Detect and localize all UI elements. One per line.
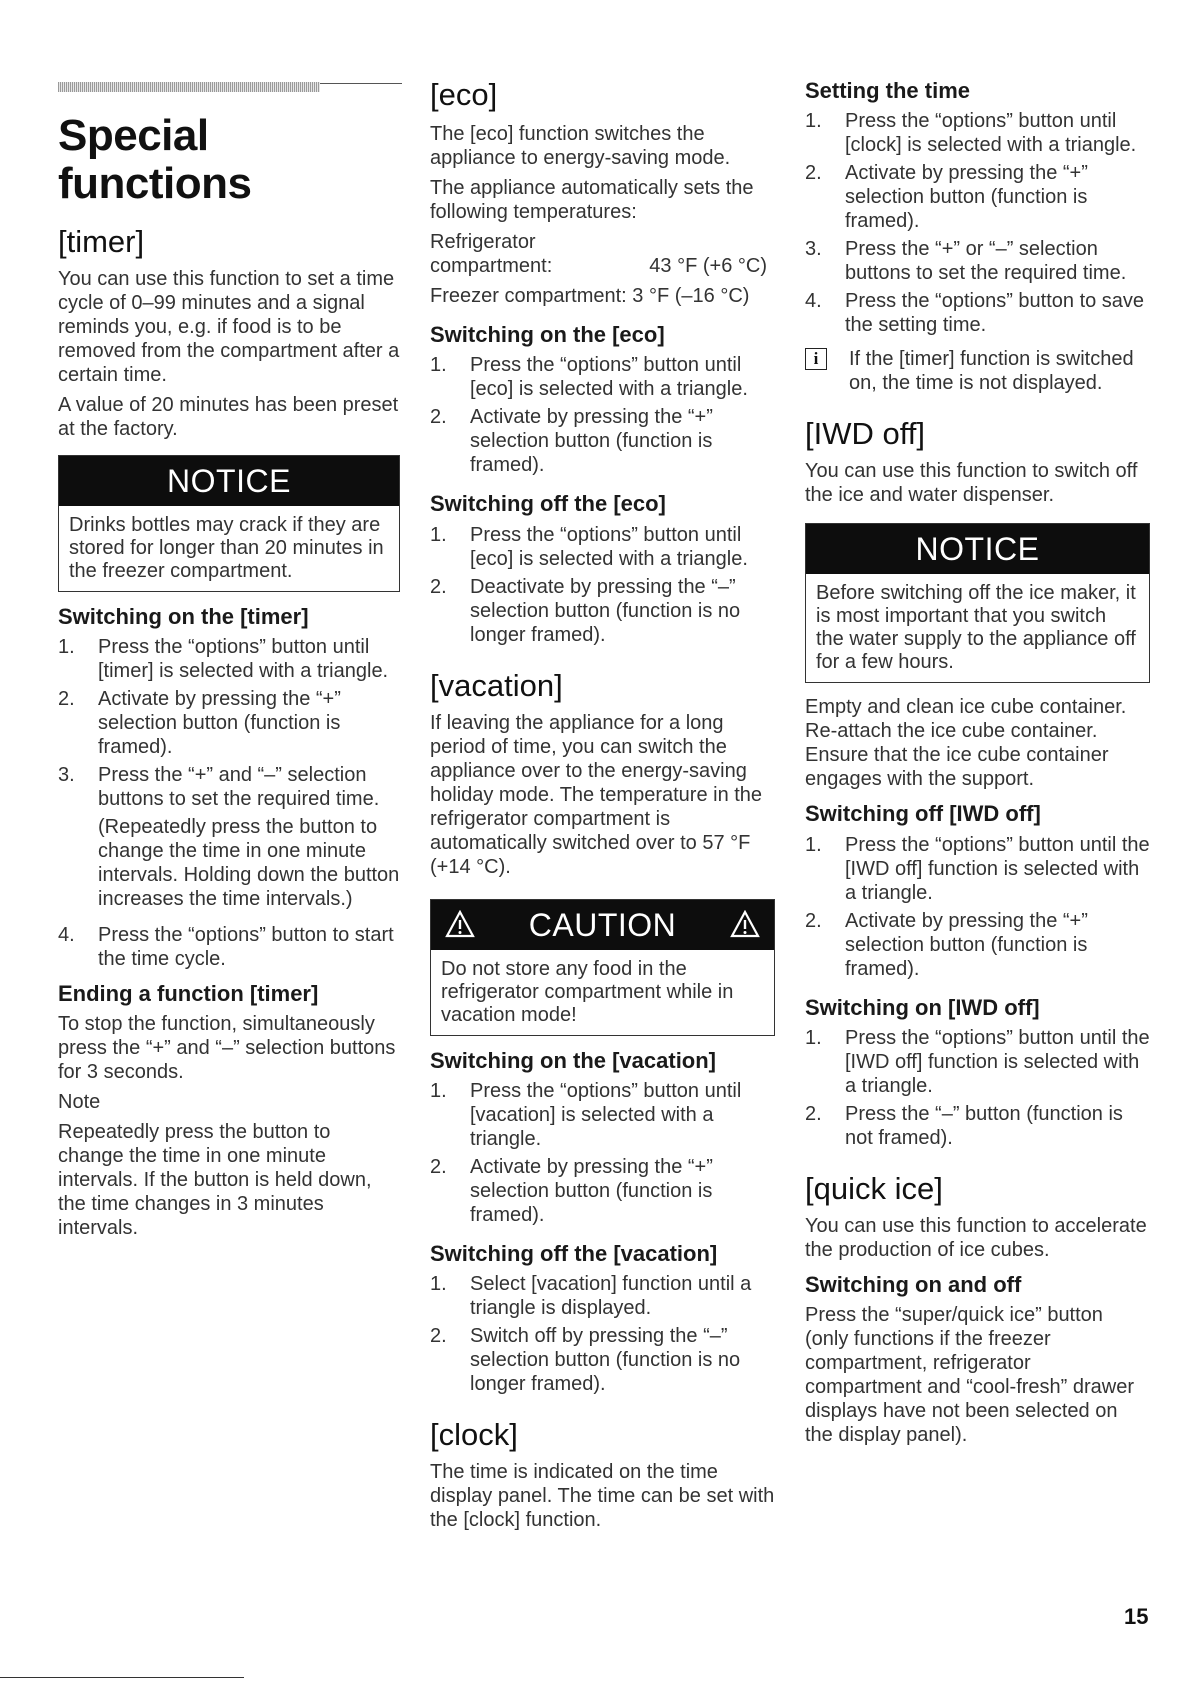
caution-box (430, 899, 775, 1036)
notice-text: Drinks bottles may crack if they are stored for longer than 20 minutes in the freezer compartment. (69, 513, 384, 582)
column-3 (805, 78, 1150, 1453)
header-rule (58, 78, 400, 94)
list-item: 3. Press the “+” and “–” selection buttons to set the required time. (Repeatedly press the button to change the time in one minute intervals. Holding down the button increases the time intervals.) (58, 764, 400, 911)
eco-fridge-row (430, 230, 775, 278)
timer-end-heading: Ending a function [timer] (58, 981, 319, 1007)
vacation-on-heading: Switching on the [vacation] (430, 1047, 717, 1073)
list-item: 3. Press the “+” or “–” selection buttons to set the required time. (805, 238, 1127, 285)
timer-intro: You can use this function to set a time cycle of 0–99 minutes and a signal reminds you, e.g. if food is to be removed from the compartment after a certain time. (58, 267, 400, 386)
list-item: 4. Press the “options” button to start the time cycle. (58, 924, 394, 971)
timer-notice-box (58, 455, 400, 592)
clock-heading: [clock] (430, 1417, 518, 1453)
info-icon: i (805, 348, 827, 370)
setting-time-steps (805, 109, 1150, 337)
step-extra-note: (Repeatedly press the button to change the time in one minute intervals. Holding down the button increases the time intervals.) (98, 816, 400, 911)
list-item: 1. Press the “options” button until [vacation] is selected with a triangle. (430, 1080, 742, 1151)
setting-time-heading: Setting the time (805, 78, 971, 103)
vacation-off-steps (430, 1272, 775, 1396)
iwd-notice-box (805, 523, 1150, 683)
caution-text: Do not store any food in the refrigerator compartment while in vacation mode! (441, 957, 734, 1026)
eco-off-heading: Switching off the [eco] (430, 491, 666, 517)
list-item: 2. Activate by pressing the “+” selection button (function is framed). (805, 909, 1088, 980)
notice-title: NOTICE (59, 456, 399, 506)
clock-intro: The time is indicated on the time display panel. The time can be set with the [clock] function. (430, 1461, 775, 1532)
timer-end-text: To stop the function, simultaneously press the “+” and “–” selection buttons for 3 seconds. (58, 1013, 396, 1084)
list-item: 2. Activate by pressing the “+” selection button (function is framed). (58, 688, 341, 759)
notice-text: Before switching off the ice maker, it is most important that you switch the water supply to the appliance off for a few hours. (816, 582, 1136, 674)
list-item: 1. Press the “options” button until [clock] is selected with a triangle. (805, 110, 1137, 157)
page-title: Special functions (58, 111, 252, 209)
caution-header (431, 900, 774, 950)
list-item: 1. Press the “options” button until the [IWD off] function is selected with a triangle. (805, 833, 1150, 904)
warning-icon (445, 910, 475, 938)
list-item: 4. Press the “options” button to save the setting time. (805, 290, 1145, 337)
quick-ice-heading: [quick ice] (805, 1170, 943, 1206)
column-2 (430, 78, 775, 1538)
caution-title: CAUTION (528, 906, 677, 943)
info-text: If the [timer] function is switched on, the time is not displayed. (849, 348, 1134, 395)
note-text: Repeatedly press the button to change the time in one minute intervals. If the button is held down, the time changes in 3 minutes intervals. (58, 1121, 372, 1240)
eco-heading: [eco] (430, 77, 498, 112)
fridge-label: Refrigerator compartment: (430, 231, 553, 278)
eco-off-steps (430, 523, 775, 647)
list-item: 2. Press the “–” button (function is not framed). (805, 1102, 1123, 1149)
page-number: 15 (1124, 1604, 1149, 1629)
list-item: 1. Press the “options” button until [timer] is selected with a triangle. (58, 636, 389, 683)
quick-ice-onoff-heading: Switching on and off (805, 1272, 1022, 1298)
vacation-on-steps (430, 1079, 775, 1227)
eco-on-steps (430, 353, 775, 477)
freezer-line: Freezer compartment: 3 °F (–16 °C) (430, 285, 750, 308)
timer-preset: A value of 20 minutes has been preset at the factory. (58, 393, 399, 440)
iwd-intro: You can use this function to switch off the ice and water dispenser. (805, 460, 1138, 507)
eco-intro: The [eco] function switches the appliance to energy-saving mode. (430, 123, 731, 170)
list-item: 2. Deactivate by pressing the “–” selection button (function is no longer framed). (430, 575, 741, 646)
iwd-off-steps (805, 833, 1150, 981)
timer-heading: [timer] (58, 223, 145, 259)
quick-ice-intro: You can use this function to accelerate the production of ice cubes. (805, 1215, 1147, 1262)
list-item: 1. Press the “options” button until [eco] is selected with a triangle. (430, 523, 748, 570)
timer-on-heading: Switching on the [timer] (58, 603, 309, 629)
eco-auto: The appliance automatically sets the following temperatures: (430, 177, 754, 224)
eco-on-heading: Switching on the [eco] (430, 322, 665, 348)
list-item: 1. Select [vacation] function until a triangle is displayed. (430, 1273, 752, 1320)
iwd-on-heading: Switching on [IWD off] (805, 994, 1040, 1020)
footer-rule (0, 1677, 244, 1678)
column-1 (58, 78, 400, 1246)
note-label: Note (58, 1091, 101, 1114)
timer-on-steps (58, 635, 400, 971)
list-item: 2. Activate by pressing the “+” selection button (function is framed). (430, 1156, 713, 1227)
vacation-off-heading: Switching off the [vacation] (430, 1241, 718, 1267)
iwd-after-notice: Empty and clean ice cube container. Re-attach the ice cube container. Ensure that the ice cube container engages with the support. (805, 696, 1127, 791)
notice-title: NOTICE (806, 524, 1149, 574)
list-item: 1. Press the “options” button until the [IWD off] function is selected with a triangle. (805, 1026, 1150, 1097)
iwd-off-heading: Switching off [IWD off] (805, 801, 1041, 827)
iwd-heading: [IWD off] (805, 416, 926, 452)
list-item: 2. Activate by pressing the “+” selection button (function is framed). (430, 406, 713, 477)
warning-icon (730, 910, 760, 938)
quick-ice-onoff-text: Press the “super/quick ice” button (only functions if the freezer compartment, refrigerator compartment and “cool-fresh” drawer displays have not been selected on the display panel). (805, 1304, 1135, 1447)
header-line (320, 83, 402, 84)
list-item: 1. Press the “options” button until [eco] is selected with a triangle. (430, 354, 748, 401)
list-item: 2. Activate by pressing the “+” selection button (function is framed). (805, 162, 1088, 233)
vacation-intro: If leaving the appliance for a long period of time, you can switch the appliance over to the energy-saving holiday mode. The temperature in the refrigerator compartment is automatically switched over to 57 °F (+14 °C). (430, 711, 763, 878)
header-hatch-bar (58, 82, 320, 92)
vacation-heading: [vacation] (430, 667, 563, 703)
info-note (805, 347, 1150, 395)
iwd-on-steps (805, 1026, 1150, 1150)
fridge-value: 43 °F (+6 °C) (649, 255, 767, 278)
list-item: 2. Switch off by pressing the “–” selection button (function is no longer framed). (430, 1325, 741, 1396)
